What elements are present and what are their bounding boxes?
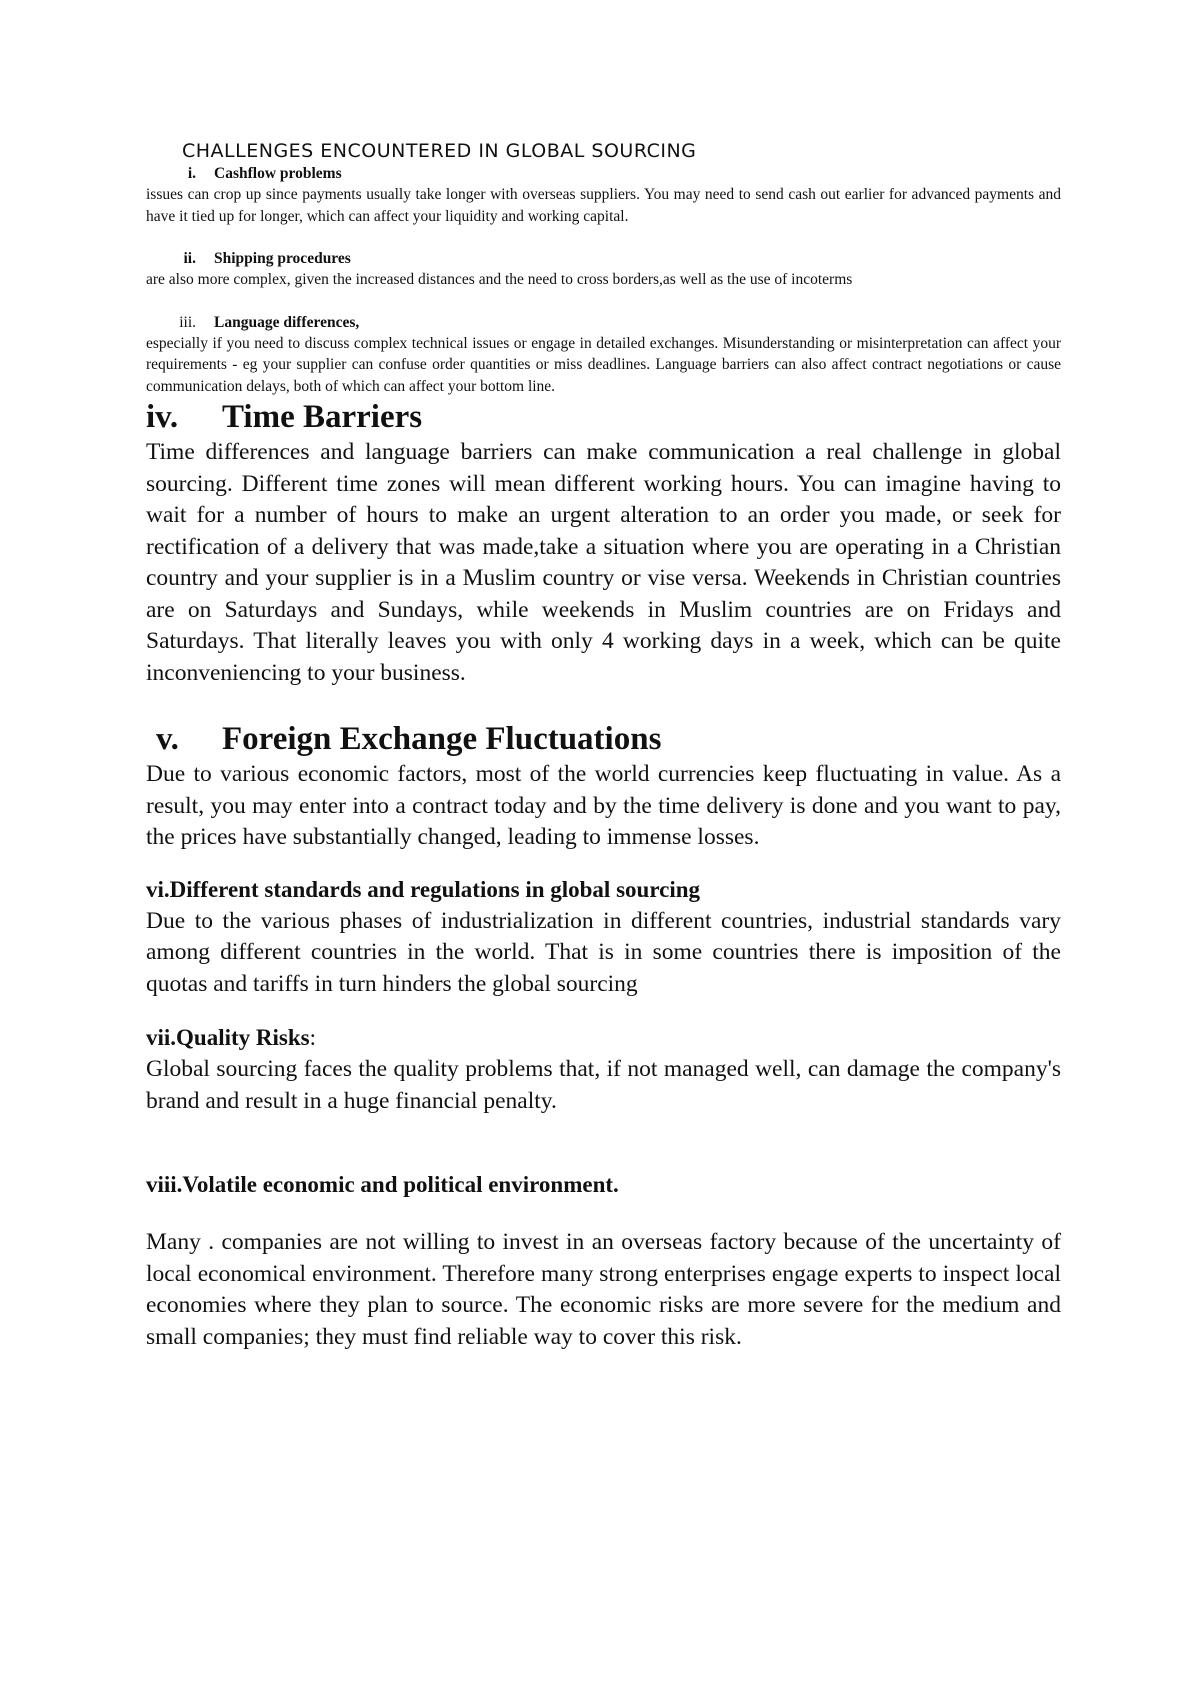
section-heading-volatile: viii.Volatile economic and political environment. (146, 1172, 619, 1197)
section-heading-quality (146, 1022, 1061, 1054)
section-body-cashflow: issues can crop up since payments usually take longer with overseas suppliers. You may need to send cash out earlier for advanced payments and have it tied up for longer, which can affect your liquidity and working capital. (146, 186, 1061, 225)
spacer (146, 1000, 1061, 1022)
document-content (146, 138, 1061, 1353)
section-heading-shipping (146, 249, 1061, 269)
section-heading-text: vii.Quality Risks (146, 1025, 310, 1050)
section-heading-text: Foreign Exchange Fluctuations (222, 721, 662, 757)
section-heading-time-barriers (146, 397, 1061, 437)
spacer (146, 1117, 1061, 1169)
section-body-volatile: Many . companies are not willing to invest in an overseas factory because of the uncertainty of local economical environment. Therefore many strong enterprises engage experts to inspect local economies where they plan to source. The economic risks are more severe for the medium and small companies; they must find reliable way to cover this risk. (146, 1229, 1061, 1350)
spacer (146, 1201, 1061, 1227)
section-body-foreign-exchange: Due to various economic factors, most of the world currencies keep fluctuating in value. As a result, you may enter into a contract today and by the time delivery is done and you want to pay, the prices have substantially changed, leading to immense losses. (146, 761, 1061, 850)
section-body-language: especially if you need to discuss complex technical issues or engage in detailed exchanges. Misunderstanding or misinterpretation can affect your requirements - eg your supplier can confuse order quantities or miss deadlines. Language barriers can also affect contract negotiations or cause communication delays, both of which can affect your bottom line. (146, 334, 1061, 395)
section-number: iii. (179, 313, 196, 331)
section-number: v. (156, 721, 179, 757)
spacer (146, 689, 1061, 719)
spacer (146, 291, 1061, 313)
section-body-time-barriers: Time differences and language barriers can make communication a real challenge in global sourcing. Different time zones will mean different working hours. You can imagine having to wait for a number of hours to make an urgent alteration to an order you made, or seek for rectification of a delivery that was made,take a situation where you are operating in a Christian country and your supplier is in a Muslim country or vise versa. Weekends in Christian countries are on Saturdays and Sundays, while weekends in Muslim countries are on Fridays and Saturdays. That literally leaves you with only 4 working days in a week, which can be quite inconveniencing to your business. (146, 439, 1061, 686)
spacer (146, 227, 1061, 249)
section-number: iv. (146, 399, 179, 435)
section-heading-text: Shipping procedures (214, 250, 351, 267)
heading-colon: : (309, 1025, 316, 1050)
section-heading-text: Cashflow problems (214, 165, 342, 182)
section-heading-cashflow (146, 164, 1061, 184)
section-heading-language (146, 313, 1061, 333)
spacer (146, 854, 1061, 874)
section-number: i. (187, 165, 196, 182)
section-number: ii. (183, 250, 196, 267)
section-heading-standards: vi.Different standards and regulations in global sourcing (146, 876, 700, 902)
document-title: CHALLENGES ENCOUNTERED IN GLOBAL SOURCING (182, 140, 697, 162)
section-heading-text: Language differences, (214, 313, 360, 331)
section-body-shipping: are also more complex, given the increased distances and the need to cross borders,as well as the use of incoterms (146, 271, 853, 288)
section-heading-text: Time Barriers (222, 399, 423, 435)
section-body-quality: Global sourcing faces the quality problems that, if not managed well, can damage the company's brand and result in a huge financial penalty. (146, 1056, 1061, 1114)
section-body-standards: Due to the various phases of industrialization in different countries, industrial standards vary among different countries in the world. That is in some countries there is imposition of the quotas and tariffs in turn hinders the global sourcing (146, 907, 1061, 997)
section-heading-foreign-exchange (146, 719, 1061, 759)
